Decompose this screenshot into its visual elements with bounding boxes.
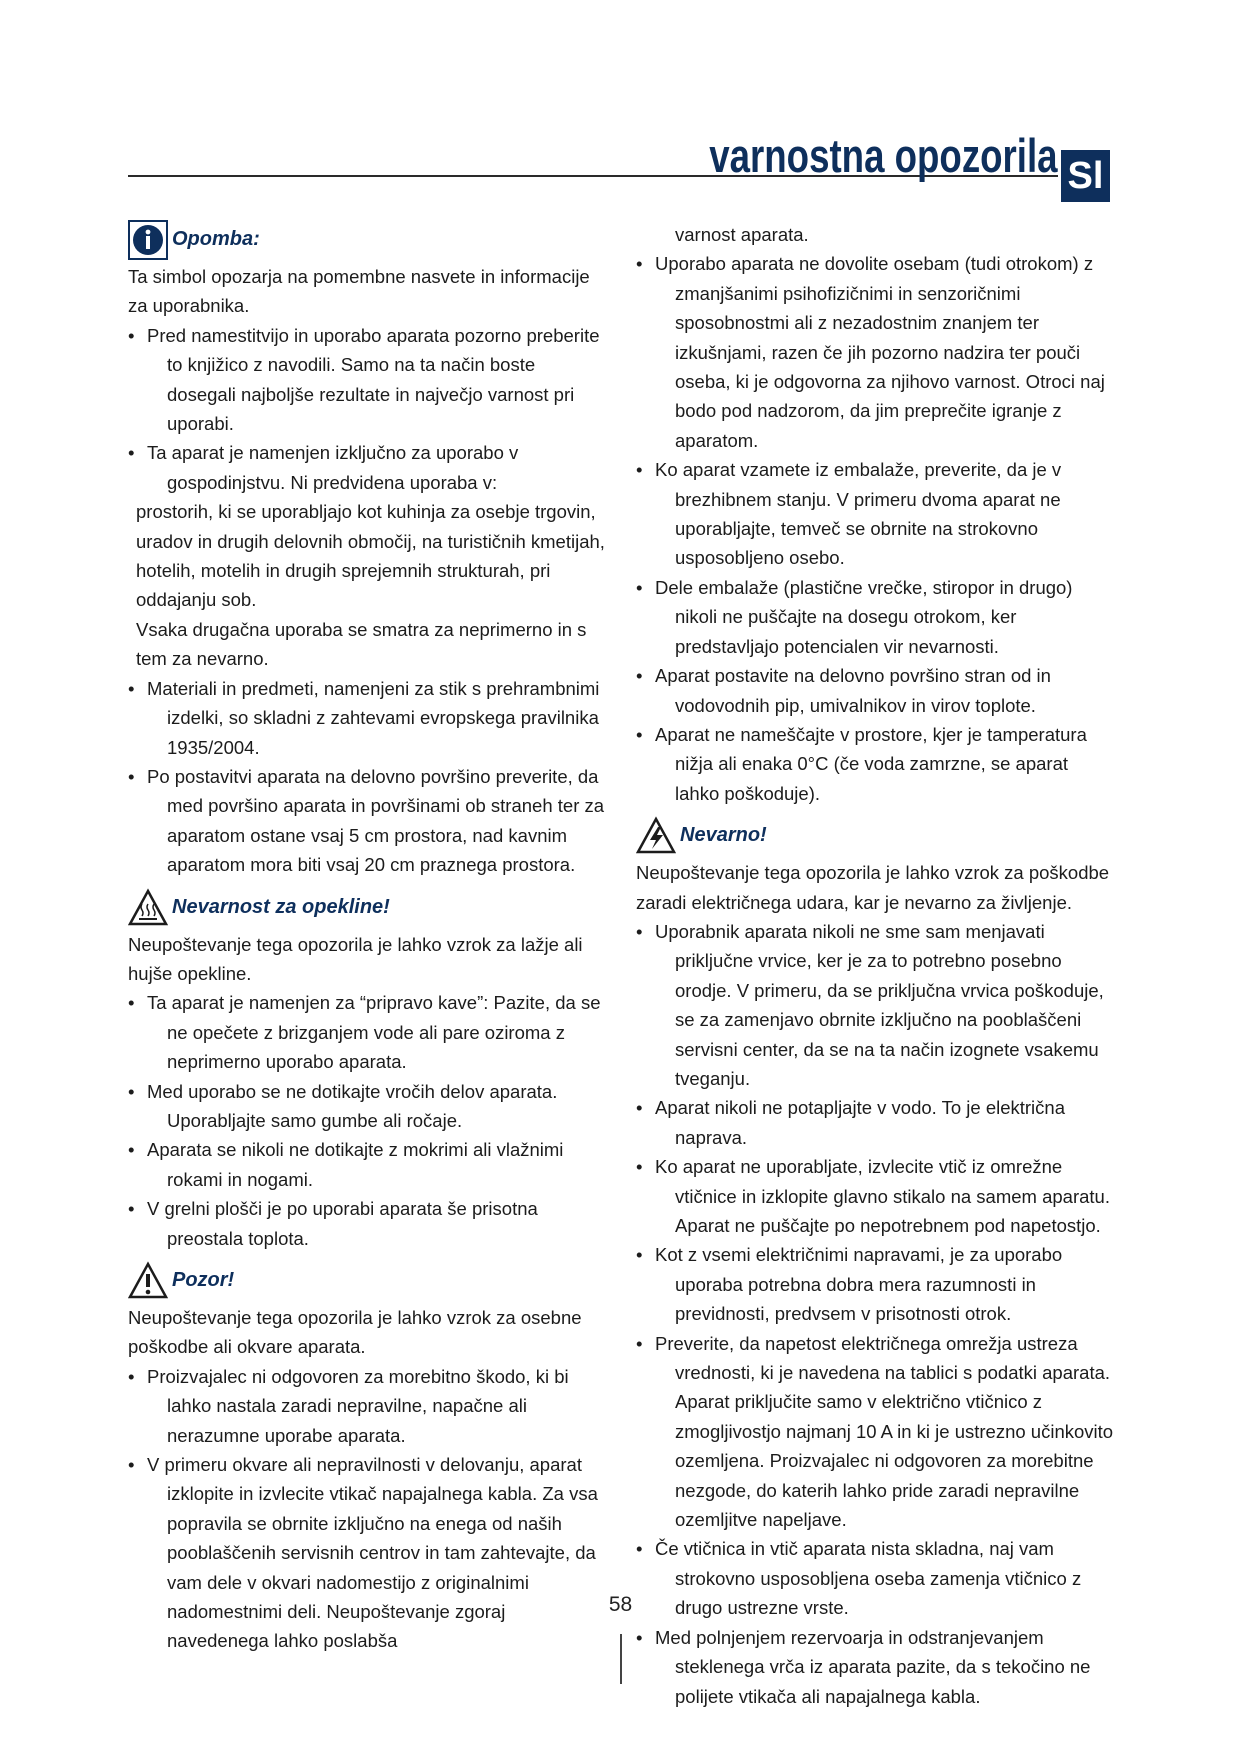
list-item: • Če vtičnica in vtič aparata nista skladna, naj vam strokovno usposobljena oseba zamenja vtičnico z drugo ustrezne vrste. — [636, 1534, 1114, 1622]
list-item: • Uporabnik aparata nikoli ne sme sam menjavati priključne vrvice, ker je za to potrebno posebno orodje. V primeru, da se priključna vrvica poškoduje, se za zamenjavo obrnite izključno na pooblaščeni servisni center, da se na ta način izognete vsakemu tveganju. — [636, 917, 1114, 1093]
exclamation-warning-icon — [128, 1261, 168, 1301]
list-item: • Po postavitvi aparata na delovno površino preverite, da med površino aparata in površinami ob straneh ter za aparatom ostane vsaj 5 cm prostora, nad kavnim aparatom mora biti vsaj 20 cm praznega prostora. — [128, 762, 608, 880]
page-divider — [620, 1634, 622, 1684]
list-item: • Preverite, da napetost električnega omrežja ustreza vrednosti, ki je navedena na tablici s podatki aparata. Aparat priključite samo v električno vtičnico z zmogljivostjo najmanj 10 A in ki je ustrezno učinkovito ozemljena. Proizvajalec ni odgovoren za morebitne nezgode, do katerih lahko pride zaradi nepravilne ozemljitve napeljave. — [636, 1329, 1114, 1535]
list-item: • Ta aparat je namenjen izključno za uporabo v gospodinjstvu. Ni predvidena uporaba v: — [128, 438, 608, 497]
list-item: • Aparat nikoli ne potapljajte v vodo. To je električna naprava. — [636, 1093, 1114, 1152]
electric-shock-warning-icon — [636, 816, 676, 856]
page-title: varnostna opozorila — [709, 129, 1058, 182]
danger-intro: Neupoštevanje tega opozorila je lahko vzrok za poškodbe zaradi električnega udara, kar je nevarno za življenje. — [636, 862, 1110, 913]
list-item: • V grelni plošči je po uporabi aparata še prisotna preostala toplota. — [128, 1194, 608, 1253]
list-item: • Med polnjenjem rezervoarja in odstranjevanjem steklenega vrča iz aparata pazite, da s tekočino ne polijete vtikača ali napajalnega kabla. — [636, 1623, 1114, 1711]
caution-heading-text: Pozor! — [172, 1269, 235, 1292]
usage-places: prostorih, ki se uporabljajo kot kuhinja za osebje trgovin, uradov in drugih delovnih območij, na turističnih kmetijah, hotelih, motelih in drugih sprejemnih strukturah, pri oddajanju sob. — [136, 501, 605, 611]
note-list-after — [128, 674, 608, 880]
danger-heading — [636, 814, 1114, 858]
list-item: • Proizvajalec ni odgovoren za morebitno škodo, ki bi lahko nastala zaradi nepravilne, napačne ali nerazumne uporabe aparata. — [128, 1362, 608, 1450]
danger-heading-text: Nevarno! — [680, 824, 767, 847]
burns-intro: Neupoštevanje tega opozorila je lahko vzrok za lažje ali hujše opekline. — [128, 933, 583, 984]
list-item: • Med uporabo se ne dotikajte vročih delov aparata. Uporabljajte samo gumbe ali ročaje. — [128, 1077, 608, 1136]
caution-intro: Neupoštevanje tega opozorila je lahko vzrok za osebne poškodbe ali okvare aparata. — [128, 1307, 582, 1358]
list-item: • Aparata se nikoli ne dotikajte z mokrimi ali vlažnimi rokami in nogami. — [128, 1135, 608, 1194]
hot-surface-warning-icon — [128, 888, 168, 928]
note-heading — [128, 218, 608, 262]
page-number: 58 — [608, 1593, 633, 1616]
list-item: • Materiali in predmeti, namenjeni za stik s prehrambnimi izdelki, so skladni z zahtevami evropskega pravilnika 1935/2004. — [128, 674, 608, 762]
left-column — [128, 218, 608, 1656]
burns-list — [128, 988, 608, 1253]
burns-heading — [128, 886, 608, 930]
list-item: • Ta aparat je namenjen za “pripravo kave”: Pazite, da se ne opečete z brizganjem vode ali pare oziroma z neprimerno uporabo aparata. — [128, 988, 608, 1076]
continuation-text: varnost aparata. — [675, 224, 809, 245]
general-list — [636, 249, 1114, 808]
note-intro: Ta simbol opozarja na pomembne nasvete in informacije za uporabnika. — [128, 266, 590, 317]
list-item: • Dele embalaže (plastične vrečke, stiropor in drugo) nikoli ne puščajte na dosegu otrokom, ker predstavljajo potencialen vir nevarnosti. — [636, 573, 1114, 661]
list-item: • Aparat postavite na delovno površino stran od in vodovodnih pip, umivalnikov in virov toplote. — [636, 661, 1114, 720]
list-item: • Aparat ne nameščajte v prostore, kjer je tamperatura nižja ali enaka 0°C (če voda zamrzne, se aparat lahko poškoduje). — [636, 720, 1114, 808]
list-item: • Ko aparat vzamete iz embalaže, preverite, da je v brezhibnem stanju. V primeru dvoma aparat ne uporabljajte, temveč se obrnite na strokovno usposobljeno osebo. — [636, 455, 1114, 573]
note-heading-text: Opomba: — [172, 228, 260, 251]
language-badge: Sl — [1061, 150, 1110, 202]
burns-heading-text: Nevarnost za opekline! — [172, 895, 390, 918]
other-usage: Vsaka drugačna uporaba se smatra za neprimerno in s tem za nevarno. — [136, 618, 587, 670]
list-item: • Pred namestitvijo in uporabo aparata pozorno preberite to knjižico z navodili. Samo na ta način boste dosegali najboljše rezultate in največjo varnost pri uporabi. — [128, 321, 608, 439]
note-list — [128, 321, 608, 497]
right-column — [636, 220, 1114, 1711]
list-item: • V primeru okvare ali nepravilnosti v delovanju, aparat izklopite in izvlecite vtikač napajalnega kabla. Za vsa popravila se obrnite izključno na enega od naših pooblaščenih servisnih centrov in tam zahtevajte, da vam dele v okvari nadomestijo z originalnimi nadomestnimi deli. Neupoštevanje zgoraj navedenega lahko poslabša — [128, 1450, 608, 1656]
info-icon — [128, 220, 168, 260]
list-item: • Kot z vsemi električnimi napravami, je za uporabo uporaba potrebna dobra mera razumnosti in previdnosti, predvsem v prisotnosti otrok. — [636, 1240, 1114, 1328]
list-item: • Ko aparat ne uporabljate, izvlecite vtič iz omrežne vtičnice in izklopite glavno stikalo na samem aparatu. Aparat ne puščajte po nepotrebnem pod napetostjo. — [636, 1152, 1114, 1240]
caution-heading — [128, 1259, 608, 1303]
list-item: • Uporabo aparata ne dovolite osebam (tudi otrokom) z zmanjšanimi psihofizičnimi in senzoričnimi sposobnostmi ali z nezadostnim znanjem ter izkušnjami, razen če jih pozorno nadzira ter pouči oseba, ki je odgovorna za njihovo varnost. Otroci naj bodo pod nadzorom, da jim preprečite igranje z aparatom. — [636, 249, 1114, 455]
danger-list — [636, 917, 1114, 1711]
